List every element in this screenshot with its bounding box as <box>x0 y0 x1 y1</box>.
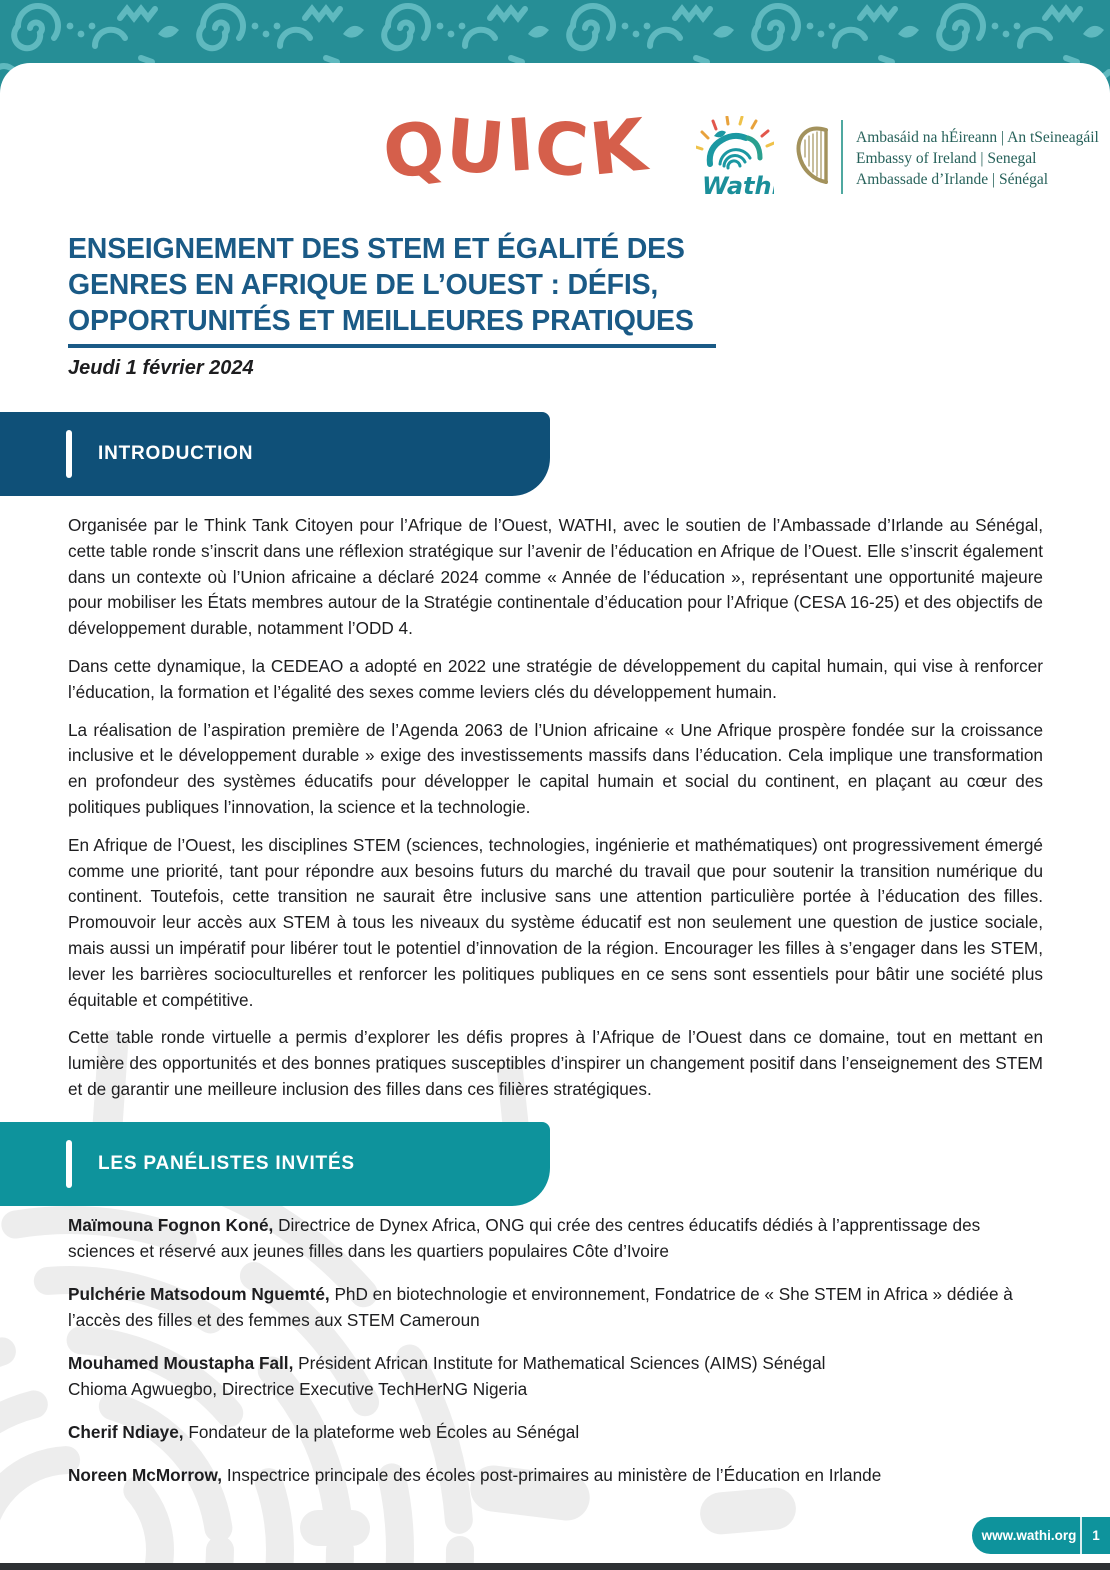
panelist-name: Maïmouna Fognon Koné, <box>68 1215 274 1235</box>
title-line-2: GENRES EN AFRIQUE DE L’OUEST : DÉFIS, <box>68 269 659 301</box>
quick-logo: QUICK <box>377 102 653 196</box>
panelists-list <box>68 1212 1048 1505</box>
panelist-description: Directrice de Dynex Africa, ONG qui crée des centres éducatifs dédiés à l’apprentissage des sciences et réservé aux jeunes filles dans les quartiers populaires Côte d’Ivoire <box>68 1215 981 1261</box>
title-line-1: ENSEIGNEMENT DES STEM ET ÉGALITÉ DES <box>68 233 685 265</box>
panelist-description: Inspectrice principale des écoles post-primaires au ministère de l’Éducation en Irlande <box>226 1465 882 1485</box>
wathi-logo <box>696 116 774 205</box>
wathi-sunburst-icon <box>696 116 774 200</box>
banner-accent-bar <box>66 1140 72 1188</box>
embassy-harp-logo <box>792 124 836 191</box>
page-title <box>68 231 694 339</box>
document-date: Jeudi 1 février 2024 <box>68 357 254 379</box>
intro-paragraph: Dans cette dynamique, la CEDEAO a adopté en 2022 une stratégie de développement du capital humain, qui vise à renforcer l’éducation, la formation et l’égalité des sexes comme leviers clés du développement humain. <box>68 655 1043 702</box>
intro-paragraph: La réalisation de l’aspiration première de l’Agenda 2063 de l’Union africaine « Une Afrique prospère fondée sur la croissance inclusive et le développement durable » exige des investissements massifs dans l’éducation. Cela implique une transformation en profondeur des systèmes éducatifs pour développer le capital humain et social du continent, en plaçant au cœur des politiques publiques l’innovation, la science et la technologie. <box>68 719 1043 817</box>
panelist-description: Président African Institute for Mathematical Sciences (AIMS) Sénégal <box>298 1353 826 1373</box>
footer-url: www.wathi.org <box>981 1528 1077 1543</box>
panelist-name: Cherif Ndiaye, <box>68 1422 184 1442</box>
wathi-wordmark: Wathi <box>702 172 774 200</box>
panelist-name: Mouhamed Moustapha Fall, <box>68 1353 294 1373</box>
embassy-name-block <box>856 127 1099 190</box>
introduction-body <box>68 513 1043 1115</box>
panelist-name: Pulchérie Matsodoum Nguemté, <box>68 1284 330 1304</box>
page-top-curve <box>0 63 1110 97</box>
section-banner-panelists <box>0 1122 550 1206</box>
embassy-divider <box>841 120 843 194</box>
embassy-line-english: Embassy of Ireland | Senegal <box>856 150 1037 167</box>
section-banner-introduction <box>0 412 550 496</box>
page-bottom-edge <box>0 1563 1110 1570</box>
panelist-description: Fondateur de la plateforme web Écoles au Sénégal <box>188 1422 580 1442</box>
panelist-description: PhD en biotechnologie et environnement, Fondatrice de « She STEM in Africa » dédiée à l’accès des filles et des femmes aux STEM Cameroun <box>68 1284 1013 1330</box>
panelist-description-extra: Chioma Agwuegbo, Directrice Executive TechHerNG Nigeria <box>68 1379 528 1399</box>
embassy-line-irish: Ambasáid na hÉireann | An tSeineagáil <box>856 129 1099 146</box>
title-line-3: OPPORTUNITÉS ET MEILLEURES PRATIQUES <box>68 305 694 337</box>
embassy-line-french: Ambassade d’Irlande | Sénégal <box>856 171 1049 188</box>
list-item <box>68 1350 1048 1402</box>
section-heading-introduction: INTRODUCTION <box>98 443 254 464</box>
title-underline <box>68 344 716 348</box>
list-item <box>68 1462 1048 1488</box>
footer-pill <box>972 1517 1110 1554</box>
section-heading-panelists: LES PANÉLISTES INVITÉS <box>98 1153 355 1174</box>
intro-paragraph: Cette table ronde virtuelle a permis d’explorer les défis propres à l’Afrique de l’Ouest dans ce domaine, tout en mettant en lumière des opportunités et des bonnes pratiques susceptibles d’inspirer un changement positif dans l’enseignement des STEM et de garantir une meilleure inclusion des filles dans ces filières stratégiques. <box>68 1027 1043 1099</box>
irish-harp-icon <box>792 124 836 186</box>
banner-accent-bar <box>66 430 72 478</box>
list-item <box>68 1212 1048 1264</box>
list-item <box>68 1281 1048 1333</box>
intro-paragraph: Organisée par le Think Tank Citoyen pour l’Afrique de l’Ouest, WATHI, avec le soutien de l’Ambassade d’Irlande au Sénégal, cette table ronde s’inscrit dans une réflexion stratégique sur l’avenir de l’éducation en Afrique de l’Ouest. Elle s’inscrit également dans un contexte où l’Union africaine a déclaré 2024 comme « Année de l’éducation », représentant une opportunité majeure pour mobiliser les États membres autour de la Stratégie continentale d’éducation pour l’Afrique (CESA 16-25) et des objectifs de développement durable, notamment l’ODD 4. <box>68 515 1043 639</box>
panelist-name: Noreen McMorrow, <box>68 1465 223 1485</box>
list-item <box>68 1419 1048 1445</box>
page-number: 1 <box>1092 1528 1100 1543</box>
intro-paragraph: En Afrique de l’Ouest, les disciplines STEM (sciences, technologies, ingénierie et mathématiques) ont progressivement émergé comme une priorité, tant pour répondre aux besoins futurs du marché du travail que pour soutenir la transition numérique du continent. Toutefois, cette transition ne saurait être inclusive sans une attention particulière portée à l’éducation des filles. Promouvoir leur accès aux STEM à tous les niveaux du système éducatif est non seulement une question de justice sociale, mais aussi un impératif pour libérer tout le potentiel d’innovation de la région. Encourager les filles à s’engager dans les STEM, lever les barrières socioculturelles et renforcer les politiques publiques en ce sens sont essentiels pour bâtir une société plus équitable et compétitive. <box>68 834 1043 1010</box>
